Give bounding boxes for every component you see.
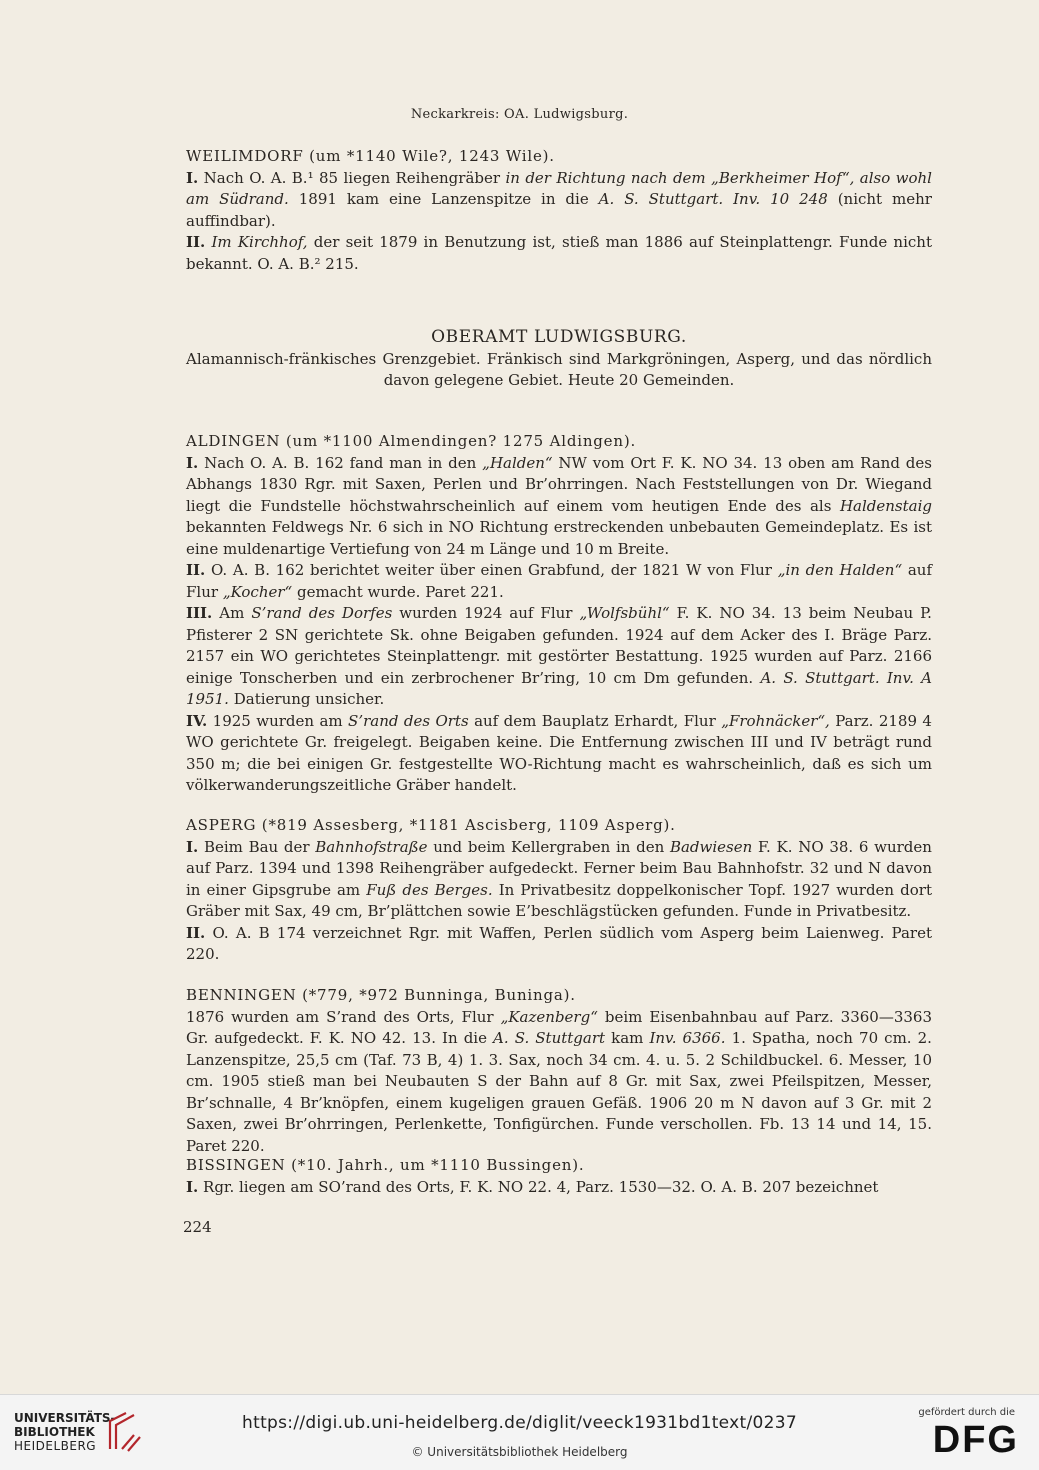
viewer-footer: [0, 1394, 1039, 1470]
dfg-caption: gefördert durch die: [918, 1407, 1015, 1418]
benningen-heading: BENNINGEN (*779, *972 Bunninga, Buninga).: [186, 986, 576, 1004]
aldingen-paragraph-2: II. O. A. B. 162 berichtet weiter über einen Grabfund, der 1821 W von Flur „in den Halden“ auf Flur „Kocher“ gemacht wurde. Paret 221.: [186, 561, 932, 601]
page-number: 224: [183, 1218, 212, 1236]
asperg-heading: ASPERG (*819 Assesberg, *1181 Ascisberg, 1109 Asperg).: [186, 816, 676, 834]
aldingen-heading: ALDINGEN (um *1100 Almendingen? 1275 Aldingen).: [186, 432, 637, 450]
permalink-url[interactable]: https://digi.ub.uni-heidelberg.de/diglit/veeck1931bd1text/0237: [242, 1413, 797, 1433]
bissingen-paragraph-1: I. Rgr. liegen am SO’rand des Orts, F. K. NO 22. 4, Parz. 1530—32. O. A. B. 207 bezeichnet: [186, 1177, 879, 1196]
dfg-logo[interactable]: DFG: [932, 1419, 1019, 1461]
asperg-paragraph-2: II. O. A. B 174 verzeichnet Rgr. mit Waffen, Perlen südlich vom Asperg beim Laienweg. Paret 220.: [186, 923, 932, 963]
weilimdorf-paragraph-2: II. Im Kirchhof, der seit 1879 in Benutzung ist, stieß man 1886 auf Steinplattengr. Funde nicht bekannt. O. A. B.² 215.: [186, 233, 932, 273]
weilimdorf-heading: WEILIMDORF (um *1140 Wile?, 1243 Wile).: [186, 147, 555, 165]
aldingen-paragraph-4: IV. 1925 wurden am S’rand des Orts auf dem Bauplatz Erhardt, Flur „Frohnäcker“, Parz. 2189 4 WO gerichtete Gr. freigelegt. Beigaben keine. Die Entfernung zwischen III und IV beträgt rund 350 m; die bei einigen Gr. festgestellte WO-Richtung macht es wahrscheinlich, daß es sich um völkerwanderungszeitliche Gräber handelt.: [186, 711, 932, 794]
benningen-paragraph-1: 1876 wurden am S’rand des Orts, Flur „Kazenberg“ beim Eisenbahnbau auf Parz. 3360—3363 Gr. aufgedeckt. F. K. NO 42. 13. In die A. S. Stuttgart kam Inv. 6366. 1. Spatha, noch 70 cm. 2. Lanzenspitze, 25,5 cm (Taf. 73 B, 4) 1. 3. Sax, noch 34 cm. 4. u. 5. 2 Schildbuckel. 6. Messer, 10 cm. 1905 stieß man bei Neubauten S der Bahn auf 8 Gr. mit Sax, zwei Pfeilspitzen, Messer, Br’schnalle, 4 Br’knöpfen, einem kugeligen grauen Gefäß. 1906 20 m N davon auf 3 Gr. mit 2 Saxen, zwei Br’ohrringen, Perlenkette, Tonfigürchen. Funde verschollen. Fb. 13 14 und 14, 15. Paret 220.: [186, 1007, 932, 1155]
weilimdorf-paragraph-1: I. Nach O. A. B.¹ 85 liegen Reihengräber in der Richtung nach dem „Berkheimer Hof“, also wohl am Südrand. 1891 kam eine Lanzenspitze in die A. S. Stuttgart. Inv. 10 248 (nicht mehr auffindbar).: [186, 168, 932, 230]
aldingen-paragraph-3: III. Am S’rand des Dorfes wurden 1924 auf Flur „Wolfsbühl“ F. K. NO 34. 13 beim Neubau P. Pfisterer 2 SN gerichtete Sk. ohne Beigaben gefunden. 1924 auf dem Acker des I. Bräge Parz. 2157 ein WO gerichtetes Steinplattengr. mit gestörter Bestattung. 1925 wurden auf Parz. 2166 einige Tonscherben und ein zerbrochener Br’ring, 10 cm Dm gefunden. A. S. Stuttgart. Inv. A 1951. Datierung unsicher.: [186, 604, 932, 708]
aldingen-paragraph-1: I. Nach O. A. B. 162 fand man in den „Halden“ NW vom Ort F. K. NO 34. 13 oben am Rand des Abhangs 1830 Rgr. mit Saxen, Perlen und Br’ohrringen. Nach Feststellungen von Dr. Wiegand liegt die Fundstelle höchstwahrscheinlich auf einem vom heutigen Ende des als Haldenstaig bekannten Feldwegs Nr. 6 sich in NO Richtung erstreckenden unbebauten Gemeindeplatz. Es ist eine muldenartige Vertiefung von 24 m Länge und 10 m Breite.: [186, 453, 932, 558]
asperg-section: [186, 815, 932, 966]
bissingen-heading: BISSINGEN (*10. Jahrh., um *1110 Bussingen).: [186, 1156, 585, 1174]
aldingen-section: [186, 431, 932, 797]
copyright-notice: © Universitätsbibliothek Heidelberg: [411, 1445, 628, 1459]
benningen-section: [186, 985, 932, 1157]
oberamt-section: [186, 327, 932, 392]
section-title: OBERAMT LUDWIGSBURG.: [431, 327, 687, 347]
bissingen-section: [186, 1155, 932, 1198]
running-header: Neckarkreis: OA. Ludwigsburg.: [410, 107, 629, 122]
section-intro: Alamannisch-fränkisches Grenzgebiet. Fränkisch sind Markgröningen, Asperg, und das nördlich davon gelegene Gebiet. Heute 20 Gemeinden.: [186, 349, 932, 389]
asperg-paragraph-1: I. Beim Bau der Bahnhofstraße und beim Kellergraben in den Badwiesen F. K. NO 38. 6 wurden auf Parz. 1394 und 1398 Reihengräber aufgedeckt. Ferner beim Bau Bahnhofstr. 32 und N davon in einer Gipsgrube am Fuß des Berges. In Privatbesitz doppelkonischer Topf. 1927 wurden dort Gräber mit Sax, 49 cm, Br’plättchen sowie E’beschlägstücken gefunden. Funde in Privatbesitz.: [186, 837, 932, 920]
weilimdorf-section: [186, 146, 932, 275]
ub-heidelberg-logo[interactable]: UNIVERSITÄTS- BIBLIOTHEK HEIDELBERG: [14, 1411, 116, 1453]
